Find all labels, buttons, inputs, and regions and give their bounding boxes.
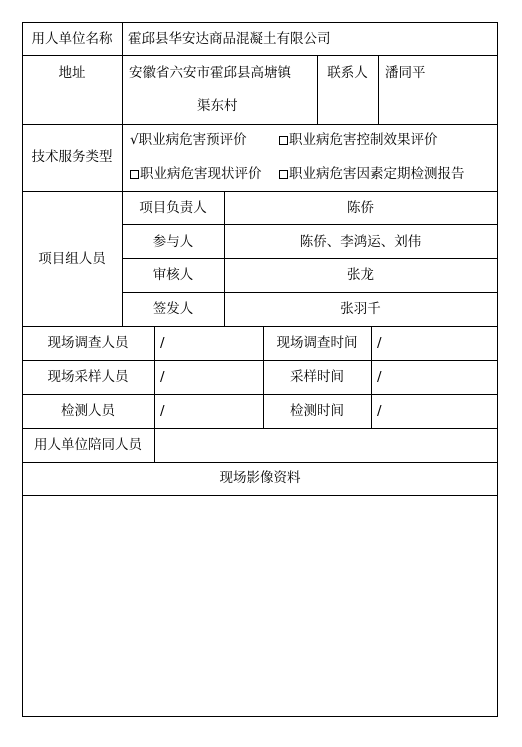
border-bottom (22, 716, 498, 717)
row-divider (22, 124, 498, 125)
sampling-staff-value: / (160, 369, 165, 385)
survey-time-value: / (377, 335, 382, 351)
row-divider (22, 428, 498, 429)
column-divider (378, 55, 379, 124)
row-divider (122, 292, 498, 293)
service-option-label: 职业病危害因素定期检测报告 (289, 166, 465, 182)
sampling-time-value: / (377, 369, 382, 385)
survey-staff-label: 现场调查人员 (47, 335, 129, 351)
checkbox-icon (279, 136, 288, 145)
team-role: 项目负责人 (139, 200, 207, 216)
column-divider (371, 326, 372, 428)
checkbox-icon (279, 170, 288, 179)
sampling-staff-label: 现场采样人员 (47, 369, 129, 385)
service-option (279, 165, 465, 183)
checkbox-icon (130, 170, 139, 179)
check-mark-icon: √ (130, 132, 139, 148)
team-role: 签发人 (152, 301, 194, 317)
contact-value: 潘同平 (385, 65, 426, 81)
team-member: 张羽千 (340, 301, 381, 317)
team-role: 审核人 (152, 267, 194, 283)
border-top (22, 22, 498, 23)
address-label: 地址 (58, 65, 86, 81)
row-divider (22, 394, 498, 395)
testing-time-label: 检测时间 (290, 403, 344, 419)
escort-label: 用人单位陪同人员 (34, 437, 142, 453)
testing-staff-label: 检测人员 (61, 403, 115, 419)
team-role: 参与人 (152, 234, 194, 250)
column-divider (154, 326, 155, 462)
service-option-label: 职业病危害预评价 (138, 132, 247, 148)
service-option (279, 131, 438, 149)
employer-label: 用人单位名称 (31, 31, 113, 47)
service-option (130, 131, 247, 149)
service-type-label: 技术服务类型 (31, 149, 113, 165)
service-option-label: 职业病危害控制效果评价 (289, 132, 438, 148)
address-line-1: 安徽省六安市霍邱县高塘镇 (129, 65, 291, 81)
row-divider (22, 191, 498, 192)
team-member: 陈侨、李鸿运、刘伟 (299, 234, 422, 250)
service-option-label: 职业病危害现状评价 (140, 166, 262, 182)
contact-label: 联系人 (327, 65, 368, 81)
testing-staff-value: / (160, 403, 165, 419)
images-label: 现场影像资料 (219, 470, 301, 486)
row-divider (122, 258, 498, 259)
row-divider (22, 462, 498, 463)
row-divider (22, 326, 498, 327)
border-right (497, 22, 498, 717)
survey-time-label: 现场调查时间 (276, 335, 358, 351)
team-label: 项目组人员 (38, 251, 106, 267)
address-line-2: 渠东村 (197, 98, 238, 114)
row-divider (22, 360, 498, 361)
sampling-time-label: 采样时间 (290, 369, 344, 385)
row-divider (122, 224, 498, 225)
images-area (23, 496, 497, 716)
testing-time-value: / (377, 403, 382, 419)
service-option (130, 165, 262, 183)
team-member: 陈侨 (347, 200, 374, 216)
employer-value: 霍邱县华安达商品混凝土有限公司 (128, 31, 331, 47)
row-divider (22, 55, 498, 56)
team-member: 张龙 (347, 267, 374, 283)
survey-staff-value: / (160, 335, 165, 351)
